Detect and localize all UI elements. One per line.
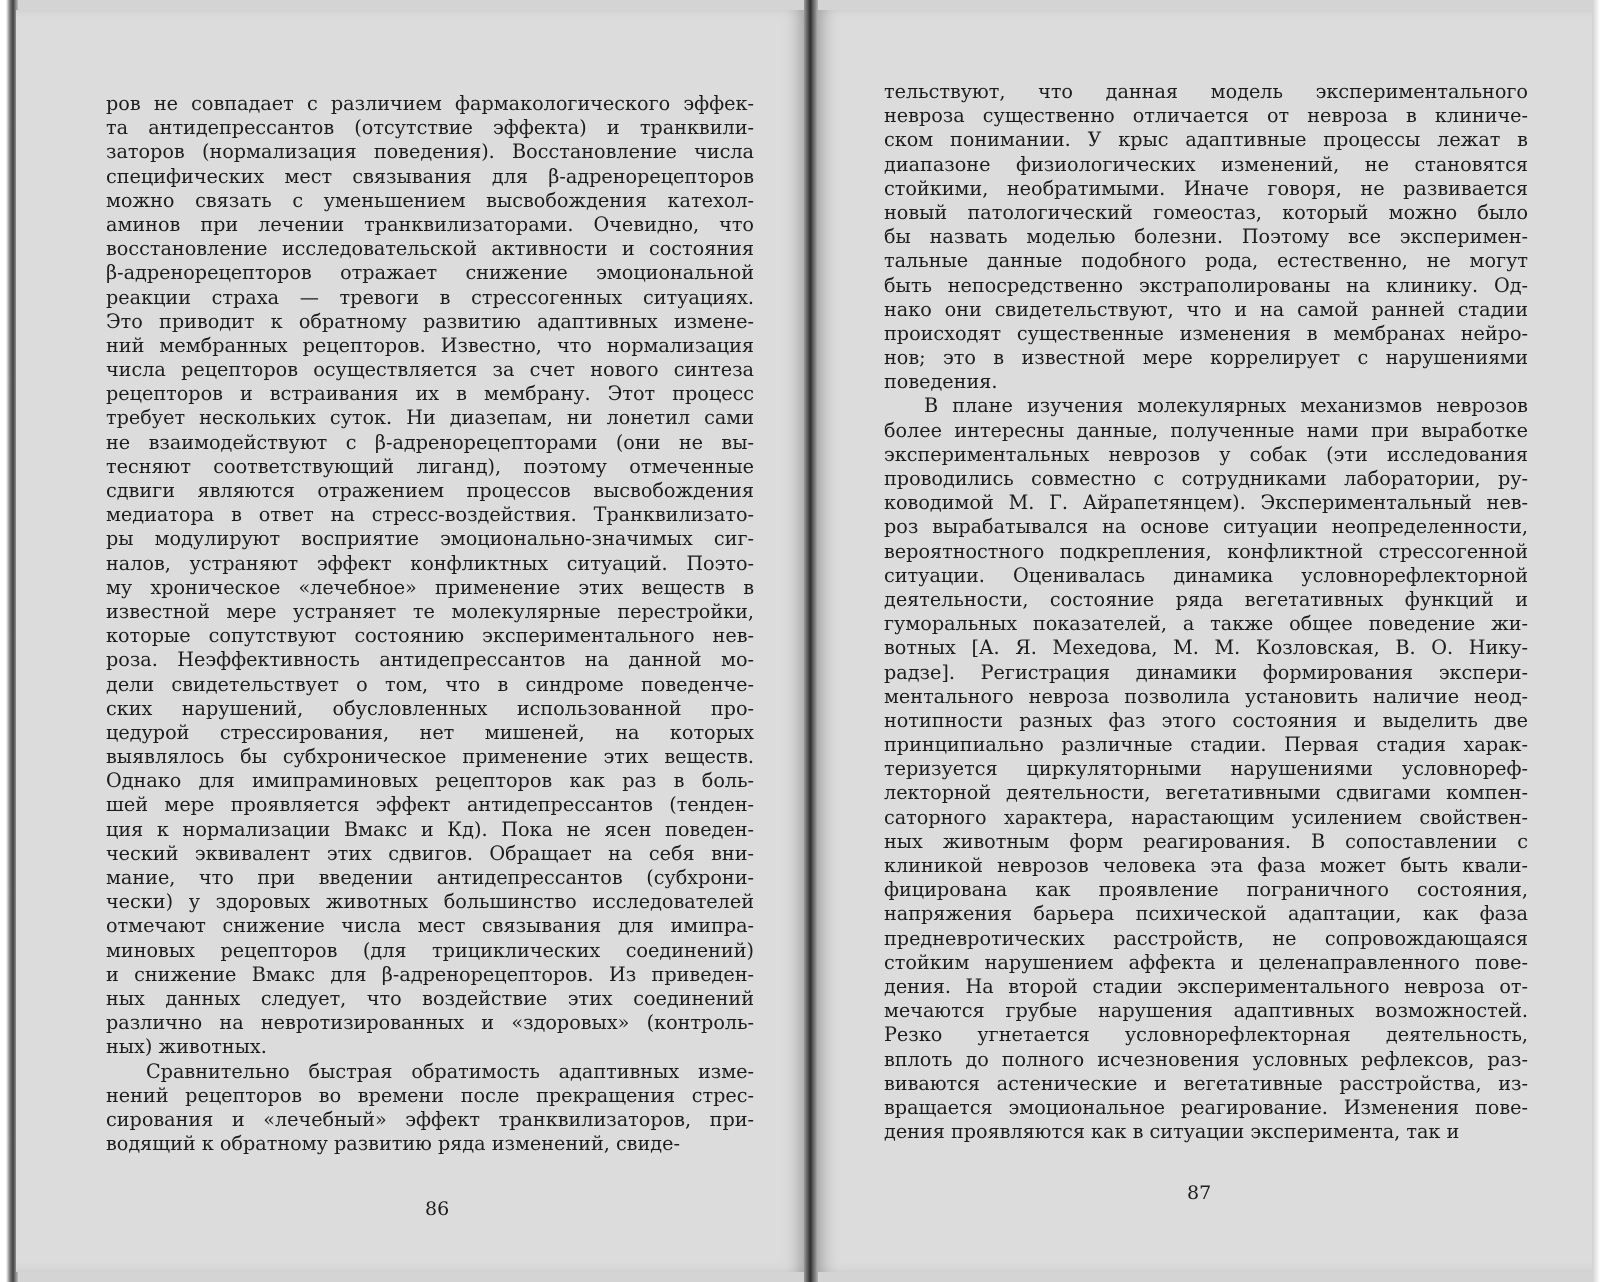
text-line: нений рецепторов во времени после прекращения стрес- [106,1083,754,1107]
book-right-edge [1592,0,1600,1282]
book-gutter [804,0,818,1282]
text-line: заторов (нормализация поведения). Восстановление числа [106,140,754,164]
text-line: ных данных следует, что воздействие этих соединений [106,986,754,1010]
text-line: можно связать с уменьшением высвобождения катехол- [106,188,754,212]
text-line: деятельности, состояние ряда вегетативных функций и [884,587,1528,611]
text-line: вплоть до полного исчезновения условных рефлексов, раз- [884,1047,1528,1071]
text-line: нов; это в известной мере коррелирует с нарушениями [884,346,1528,370]
text-line: медиатора в ответ на стресс-воздействия. Транквилизато- [106,503,754,527]
text-line: вращается эмоциональное реагирование. Изменения пове- [884,1095,1528,1119]
text-line: которые сопутствуют состоянию экспериментального нев- [106,624,754,648]
text-line: известной мере устраняет те молекулярные перестройки, [106,599,754,623]
text-line: требует нескольких суток. Ни диазепам, ни лонетил сами [106,406,754,430]
text-line: выявлялось бы субхроническое применение этих веществ. [106,745,754,769]
text-line: тесняют соответствующий лиганд), поэтому отмеченные [106,454,754,478]
text-line: поведения. [884,370,998,394]
text-line: та антидепрессантов (отсутствие эффекта) и транквили- [106,116,754,140]
text-line: принципиально различные стадии. Первая стадия харак- [884,733,1528,757]
text-line: гуморальных показателей, а также общее поведение жи- [884,612,1528,636]
text-line: ских нарушений, обусловленных использованной про- [106,696,754,720]
text-line: β-адренорецепторов отражает снижение эмоциональной [106,261,754,285]
text-line: вотных [А. Я. Мехедова, М. М. Козловская, В. О. Нику- [884,636,1528,660]
text-line: и снижение Вмакс для β-адренорецепторов. Из приведен- [106,962,754,986]
text-line: специфических мест связывания для β-адренорецепторов [106,164,754,188]
text-line: Это приводит к обратному развитию адаптивных измене- [106,309,754,333]
text-line: му хроническое «лечебное» применение этих веществ в [106,575,754,599]
text-line: проводились совместно с сотрудниками лаборатории, ру- [884,467,1528,490]
text-line: шей мере проявляется эффект антидепрессантов (тенден- [106,793,754,817]
text-line: более интересны данные, полученные нами при выработке [884,418,1528,442]
text-line: ководимой М. Г. Айрапетянцем). Экспериментальный нев- [884,491,1528,515]
text-line: ском понимании. У крыс адаптивные процессы лежат в [884,128,1528,152]
text-line: напряжения барьера психической адаптации, как фаза [884,902,1528,926]
text-line: отмечают снижение числа мест связывания для имипра- [106,914,754,938]
text-line: стойким нарушением аффекта и целенаправленного пове- [884,950,1528,974]
text-line: радзе]. Регистрация динамики формирования экспери- [884,660,1528,684]
text-line: ситуации. Оценивалась динамика условнорефлекторной [884,563,1528,587]
text-line: нако они свидетельствуют, что и на самой ранней стадии [884,297,1528,321]
text-line: налов, устраняют эффект конфликтных ситуаций. Поэто- [106,551,754,575]
text-line: клиникой неврозов человека эта фаза может быть квали- [884,854,1528,877]
text-line: мечаются грубые нарушения адаптивных возможностей. [884,999,1528,1023]
left-page-text [106,92,754,1156]
text-line: саторного характера, нарастающим усилением свойствен- [884,805,1528,829]
text-line: цедурой стрессирования, нет мишеней, на которых [106,720,754,744]
text-line: предневротических расстройств, не сопровождающаяся [884,926,1528,950]
text-line: ческий эквивалент этих сдвигов. Обращает на себя вни- [106,841,754,865]
text-line: различно на невротизированных и «здоровых» (контроль- [106,1011,754,1035]
text-line: быть непосредственно экстраполированы на клинику. Од- [884,273,1528,297]
text-line: тальные данные подобного рода, естественно, не могут [884,249,1528,273]
text-line: ных) животных. [106,1035,267,1059]
text-line: не взаимодействуют с β-адренорецепторами (они не вы- [106,430,754,454]
text-line: лекторной деятельности, вегетативными сдвигами компен- [884,781,1528,805]
text-line: аминов при лечении транквилизаторами. Очевидно, что [106,212,754,236]
text-line: рецепторов и встраивания их в мембрану. Этот процесс [106,382,754,406]
text-line: дения проявляются как в ситуации эксперимента, так и [884,1120,1460,1144]
left-page-number: 86 [425,1198,450,1220]
text-line: тельствуют, что данная модель экспериментального [884,80,1528,103]
text-line: чески) у здоровых животных большинство исследователей [106,890,754,914]
text-line: ров не совпадает с различием фармакологического эффек- [106,92,754,115]
right-page-text [884,80,1528,1144]
text-line: фицирована как проявление пограничного состояния, [884,878,1528,902]
text-line: ры модулируют восприятие эмоционально-значимых сиг- [106,527,754,551]
text-line: дели свидетельствует о том, что в синдроме поведенче- [106,672,754,696]
text-line: восстановление исследовательской активности и состояния [106,237,754,261]
text-line: роз вырабатывался на основе ситуации неопределенности, [884,515,1528,539]
text-line: теризуется циркуляторными нарушениями условнореф- [884,757,1528,781]
text-line: стойкими, необратимыми. Иначе говоря, не развивается [884,176,1528,200]
text-line: бы назвать моделью болезни. Поэтому все эксперимен- [884,225,1528,249]
text-line: ментального невроза позволила установить наличие неод- [884,684,1528,708]
text-line: Однако для имипраминовых рецепторов как раз в боль- [106,769,754,793]
text-line: новый патологический гомеостаз, который можно было [884,200,1528,224]
text-line: роза. Неэффективность антидепрессантов на данной мо- [106,648,754,672]
text-line: диапазоне физиологических изменений, не становятся [884,152,1528,176]
text-line: мание, что при введении антидепрессантов (субхрони- [106,866,754,889]
text-line: В плане изучения молекулярных механизмов неврозов [924,394,1528,418]
text-line: миновых рецепторов (для трициклических соединений) [106,938,754,962]
right-page-number: 87 [1187,1182,1212,1204]
text-line: Сравнительно быстрая обратимость адаптивных изме- [146,1059,754,1083]
text-line: реакции страха — тревоги в стрессогенных ситуациях. [106,285,754,309]
text-line: виваются астенические и вегетативные расстройства, из- [884,1071,1528,1095]
text-line: происходят существенные изменения в мембранах нейро- [884,321,1528,345]
text-line: сдвиги являются отражением процессов высвобождения [106,479,754,502]
text-line: ция к нормализации Вмакс и Кд). Пока не ясен поведен- [106,817,754,841]
text-line: вероятностного подкрепления, конфликтной стрессогенной [884,539,1528,563]
text-line: сирования и «лечебный» эффект транквилизаторов, при- [106,1107,754,1131]
text-line: числа рецепторов осуществляется за счет нового синтеза [106,358,754,382]
text-line: невроза существенно отличается от невроза в клиниче- [884,104,1528,128]
text-line: водящий к обратному развитию ряда изменений, свиде- [106,1132,680,1156]
text-line: Резко угнетается условнорефлекторная деятельность, [884,1023,1528,1047]
text-line: нотипности разных фаз этого состояния и выделить две [884,708,1528,732]
text-line: дения. На второй стадии экспериментального невроза от- [884,974,1528,998]
text-line: ний мембранных рецепторов. Известно, что нормализация [106,333,754,357]
text-line: ных животным форм реагирования. В сопоставлении с [884,829,1528,853]
text-line: экспериментальных неврозов у собак (эти исследования [884,442,1528,466]
